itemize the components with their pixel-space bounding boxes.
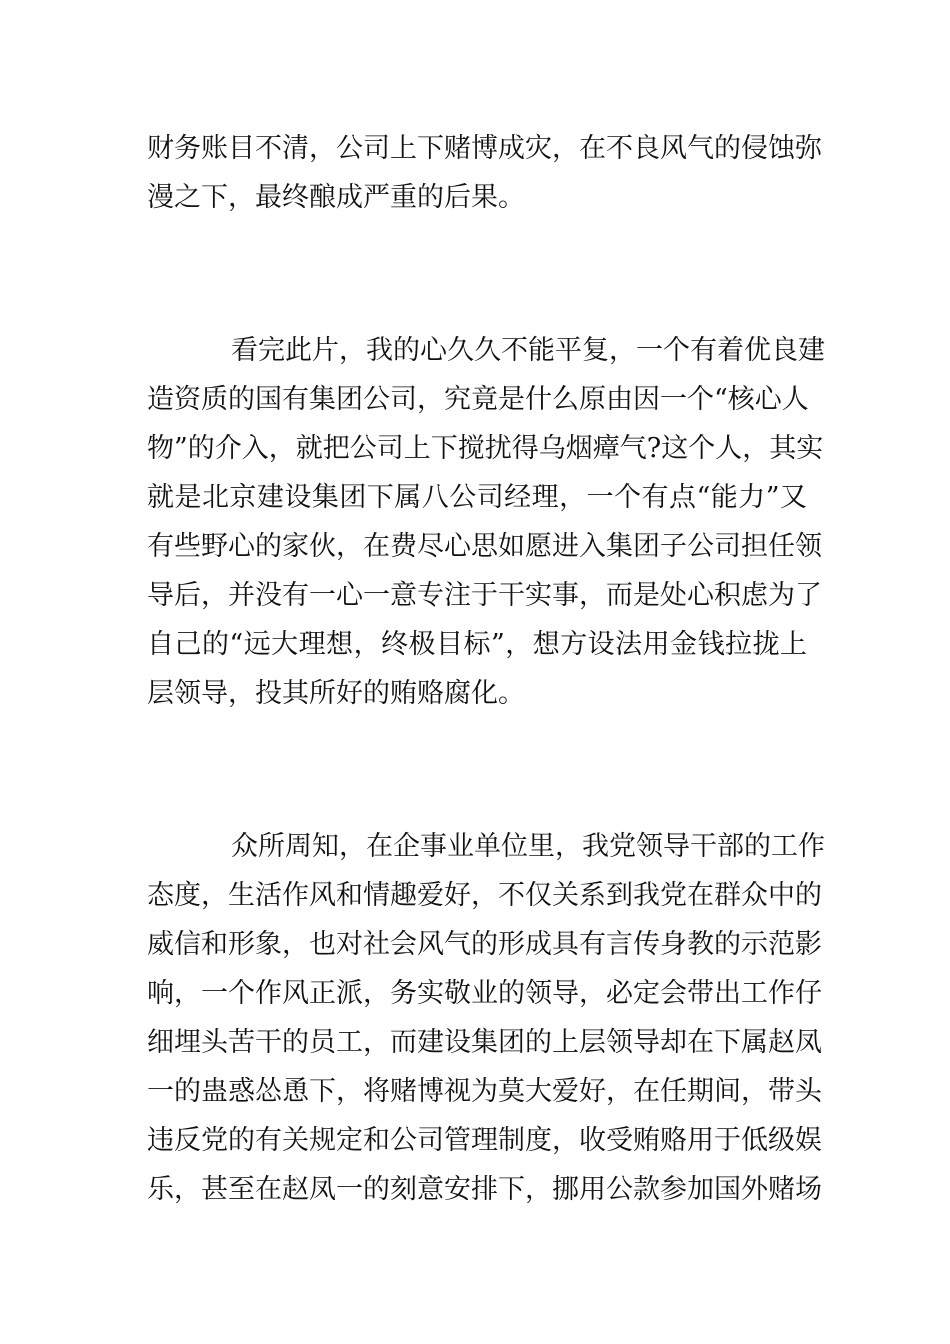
paragraph-2-line-4: 就是北京建设集团下属八公司经理，一个有点“能力”又 <box>147 482 807 513</box>
paragraph-2-line-8: 层领导，投其所好的贿赂腐化。 <box>147 678 525 709</box>
paragraph-3-line-1: 众所周知，在企事业单位里，我党领导干部的工作 <box>231 831 825 862</box>
paragraph-1-line-2: 漫之下，最终酿成严重的后果。 <box>147 182 525 213</box>
paragraph-2-line-2: 造资质的国有集团公司，究竟是什么原由因一个“核心人 <box>147 384 809 415</box>
paragraph-1-line-1: 财务账目不清，公司上下赌博成灾，在不良风气的侵蚀弥 <box>147 133 822 164</box>
paragraph-3-line-3: 威信和形象，也对社会风气的形成具有言传身教的示范影 <box>147 929 822 960</box>
paragraph-3-line-5: 细埋头苦干的员工，而建设集团的上层领导却在下属赵凤 <box>147 1027 822 1058</box>
paragraph-2-line-5: 有些野心的家伙，在费尽心思如愿进入集团子公司担任领 <box>147 531 822 562</box>
paragraph-3-line-2: 态度，生活作风和情趣爱好，不仅关系到我党在群众中的 <box>147 880 822 911</box>
paragraph-3-line-8: 乐，甚至在赵凤一的刻意安排下，挪用公款参加国外赌场 <box>147 1174 822 1205</box>
paragraph-3-line-4: 响，一个作风正派，务实敬业的领导，必定会带出工作仔 <box>147 978 822 1009</box>
paragraph-2-line-1: 看完此片，我的心久久不能平复，一个有着优良建 <box>231 335 825 366</box>
paragraph-3-line-7: 违反党的有关规定和公司管理制度，收受贿赂用于低级娱 <box>147 1125 822 1156</box>
paragraph-2-line-3: 物”的介入，就把公司上下搅扰得乌烟瘴气?这个人，其实 <box>147 433 824 464</box>
paragraph-2-line-7: 自己的“远大理想，终极目标”，想方设法用金钱拉拢上 <box>147 629 807 660</box>
paragraph-3-line-6: 一的蛊惑怂恿下，将赌博视为莫大爱好，在任期间，带头 <box>147 1076 822 1107</box>
paragraph-2-line-6: 导后，并没有一心一意专注于干实事，而是处心积虑为了 <box>147 580 822 611</box>
